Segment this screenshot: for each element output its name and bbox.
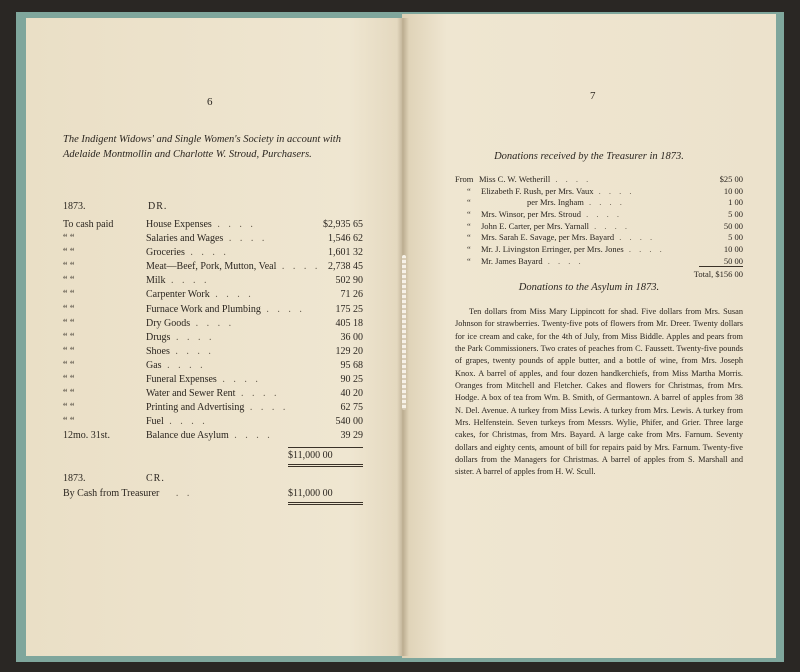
expense-item-text: Groceries [146,247,185,259]
expense-prefix: “ “ [63,233,75,245]
expense-amount: 175 25 [335,303,363,315]
expense-amount: 2,738 45 [328,261,363,273]
expense-prefix: “ “ [63,331,75,343]
leader-dots: . . . . [161,359,206,371]
account-title: The Indigent Widows' and Single Women's Society in account with Adelaide Montmollin and Charlotte W. Stroud, Purchasers. [63,134,341,160]
donation-row [455,221,743,233]
expense-row [63,331,363,345]
expense-row [63,345,363,359]
expense-item [146,401,288,415]
expense-row [63,373,363,387]
donation-row [455,186,743,198]
leader-dots: . . . . [163,416,208,428]
donor-name-text: Mrs. Sarah E. Savage, per Mrs. Bayard [481,232,615,243]
expense-amount: 90 25 [340,374,363,386]
leader-dots: . . . . [623,244,665,255]
expense-item-text: Salaries and Wages [146,233,224,245]
total-rule-top [288,447,363,448]
expense-item [146,246,229,260]
donor-name-text: Mr. James Bayard [481,255,543,266]
expense-item [146,387,279,401]
donor-name [481,209,622,221]
donor-name-text: Mrs. Winsor, per Mrs. Stroud [481,209,581,220]
expense-row [63,260,363,274]
donation-amount: $25 00 [719,174,743,184]
expense-amount: $2,935 65 [323,219,363,230]
leader-dots: . . . . [223,233,268,245]
expense-item [146,303,305,317]
expense-row [63,317,363,331]
donation-row [455,174,743,186]
page-number-right: 7 [590,90,596,102]
donor-name [481,232,655,244]
donation-prefix: From [455,174,474,184]
expense-item-text: Funeral Expenses [146,374,217,386]
expense-prefix: “ “ [63,317,75,329]
donor-name [481,186,634,198]
donation-row [455,209,743,221]
leader-dots: . . . . [165,275,210,287]
donation-prefix: “ [467,209,471,220]
expense-row [63,359,363,373]
total-rule-bottom [288,464,363,467]
expense-amount: 129 20 [335,345,363,357]
expense-item-text: Dry Goods [146,317,191,329]
donation-prefix: “ [467,244,471,255]
expense-item-text: Carpenter Work [146,289,210,301]
expense-amount: 540 00 [335,416,363,428]
expense-item-text: Balance due Asylum [146,430,229,442]
leader-dots: . . . . [184,247,229,259]
expense-prefix: “ “ [63,374,75,386]
expense-prefix: “ “ [63,402,75,414]
expense-row [63,303,363,317]
leader-dots: . . . . [580,209,622,220]
leader-dots: . . . . [190,317,235,329]
donor-name [479,174,591,186]
expense-prefix: “ “ [63,345,75,357]
donor-name [481,221,630,233]
left-page [26,18,406,656]
expense-item [146,415,208,429]
expense-item [146,274,209,288]
leader-dots: . . . . [276,261,321,273]
leader-dots: . . [175,488,193,499]
expense-amount: 40 20 [340,388,363,400]
expense-item-text: Shoes [146,345,170,357]
expense-item-text: Meat—Beef, Pork, Mutton, Veal [146,261,277,273]
leader-dots: . . . . [170,331,215,343]
donor-name-text: Mr. J. Livingston Erringer, per Mrs. Jones [481,244,624,255]
expense-item [146,345,214,359]
donation-row [455,197,743,209]
expense-item-text: Fuel [146,416,164,428]
expense-prefix: “ “ [63,388,75,400]
donation-amount: 5 00 [728,209,743,220]
donation-prefix: “ [467,185,471,196]
cr-line-text: By Cash from Treasurer [63,488,160,499]
donation-total-rule [699,266,743,267]
expense-amount: 71 26 [340,289,363,301]
leader-dots: . . . . [209,289,254,301]
leader-dots: . . . . [169,345,214,357]
expense-prefix: “ “ [63,275,75,287]
expense-item-text: Water and Sewer Rent [146,388,236,400]
donation-row [455,244,743,256]
page-number-left: 6 [207,96,213,108]
leader-dots: . . . . [593,185,635,196]
leader-dots: . . . . [589,220,631,231]
expense-item-text: Milk [146,275,166,287]
donor-name-text: Elizabeth F. Rush, per Mrs. Vaux [481,185,594,196]
expense-prefix: “ “ [63,247,75,259]
expense-amount: 405 18 [335,317,363,329]
expense-list [63,218,363,444]
expense-item [146,429,273,443]
expense-row [63,415,363,429]
expense-item-text: Drugs [146,331,171,343]
leader-dots: . . . . [583,197,625,208]
donor-name-text: per Mrs. Ingham [527,197,584,208]
year-cr: 1873. [63,473,86,484]
donor-name [481,244,665,256]
expense-prefix: To cash paid [63,219,114,230]
expense-amount: 1,546 62 [328,233,363,245]
expense-item [146,218,256,232]
donation-amount: 10 00 [723,185,743,196]
donation-prefix: “ [467,197,471,208]
expense-item-text: House Expenses [146,219,212,230]
expense-row [63,232,363,246]
expense-item-text: Printing and Advertising [146,402,245,414]
expense-amount: 39 29 [340,430,363,442]
expense-amount: 36 00 [340,331,363,343]
expense-row [63,218,363,232]
leader-dots: . . . . [211,219,256,230]
leader-dots: . . . . [228,430,273,442]
expense-item [146,317,234,331]
expense-prefix: 12mo. 31st. [63,430,110,442]
expense-item [146,232,267,246]
expense-amount: 62 75 [340,402,363,414]
leader-dots: . . . . [542,255,584,266]
leader-dots: . . . . [244,402,289,414]
cr-line [63,488,192,499]
expense-row [63,246,363,260]
expense-row [63,429,363,443]
donor-name [481,256,584,268]
donation-amount: 10 00 [723,244,743,255]
expense-prefix: “ “ [63,289,75,301]
donations-total: Total, $156 00 [693,269,743,279]
expense-item [146,373,261,387]
expense-prefix: “ “ [63,303,75,315]
donation-prefix: “ [467,232,471,243]
donation-amount: 50 00 [723,220,743,231]
donations-title: Donations received by the Treasurer in 1873. [494,151,684,162]
leader-dots: . . . . [260,303,305,315]
donation-list [455,174,743,268]
donation-amount: 5 00 [728,232,743,243]
donation-prefix: “ [467,255,471,266]
donation-prefix: “ [467,220,471,231]
expense-item [146,260,320,274]
expense-item-text: Gas [146,359,162,371]
leader-dots: . . . . [216,374,261,386]
donation-amount: 50 00 [723,255,743,266]
expense-amount: 95 68 [340,359,363,371]
leader-dots: . . . . [550,174,592,184]
expense-prefix: “ “ [63,416,75,428]
expense-prefix: “ “ [63,359,75,371]
cr-total-rule [288,502,363,505]
expense-item [146,331,214,345]
dr-label: DR. [148,201,168,212]
donation-amount: 1 00 [728,197,743,208]
asylum-title: Donations to the Asylum in 1873. [518,282,660,293]
expense-item [146,288,254,302]
right-page [402,14,776,658]
leader-dots: . . . . [235,388,280,400]
expense-row [63,274,363,288]
binding-thread [402,255,406,410]
year-dr: 1873. [63,201,86,212]
expense-amount: 502 90 [335,275,363,287]
expense-amount: 1,601 32 [328,247,363,259]
leader-dots: . . . . [614,232,656,243]
donor-name-text: John E. Carter, per Mrs. Yarnall [481,220,590,231]
expense-row [63,288,363,302]
cr-total: $11,000 00 [288,488,333,499]
expense-item-text: Furnace Work and Plumbing [146,303,261,315]
cr-label: CR. [146,473,165,484]
expense-row [63,401,363,415]
expense-prefix: “ “ [63,261,75,273]
donor-name [527,197,625,209]
dr-total: $11,000 00 [288,450,333,461]
asylum-donations-text: Ten dollars from Miss Mary Lippincott for shad. Five dollars from Mrs. Susan Johnson for strawberries. Twenty-five pots of flowers from Mr. Dreer. Twenty dollars for ice cream and cake, for the 4th of July, from Miss Biddle. Apples and pears from the Park Commissioners. Two crates of peaches from C. Faussett. Twenty-five pounds of grapes, twenty pounds of apple butter, and a bottle of wine, from Mrs. Joseph Knox. A barrel of apples, and four dozen handkerchiefs, from Miss Martha Morris. Oranges from Mitchell and Fletcher. Cakes and flowers for Christmas, from Mrs. Hodge. A box of tea from Wm. B. Smith, of Germantown. A barrel of apples from 38 N. Del. Avenue. A turkey from Miss Lewis. A turkey from Mrs. Lewis. A turkey from Mrs. Helfenstein. Seven turkeys from Messrs. Wylie, Phifer, and Grier. Three large cakes, for Christmas, from Mrs. Bayard. A large cake from Mrs. Farnum. Seventy dollars and eighty cents, amount of bill for repairs paid by Mrs. Farnum. Twenty-five dollars from the Managers for Christmas. A barrel of apples from S. Marshall and sister. A barrel of apples from H. W. Scull. [455,307,743,477]
expense-item [146,359,206,373]
expense-row [63,387,363,401]
donor-name-text: Miss C. W. Wetherill [479,174,551,184]
donation-row [455,232,743,244]
